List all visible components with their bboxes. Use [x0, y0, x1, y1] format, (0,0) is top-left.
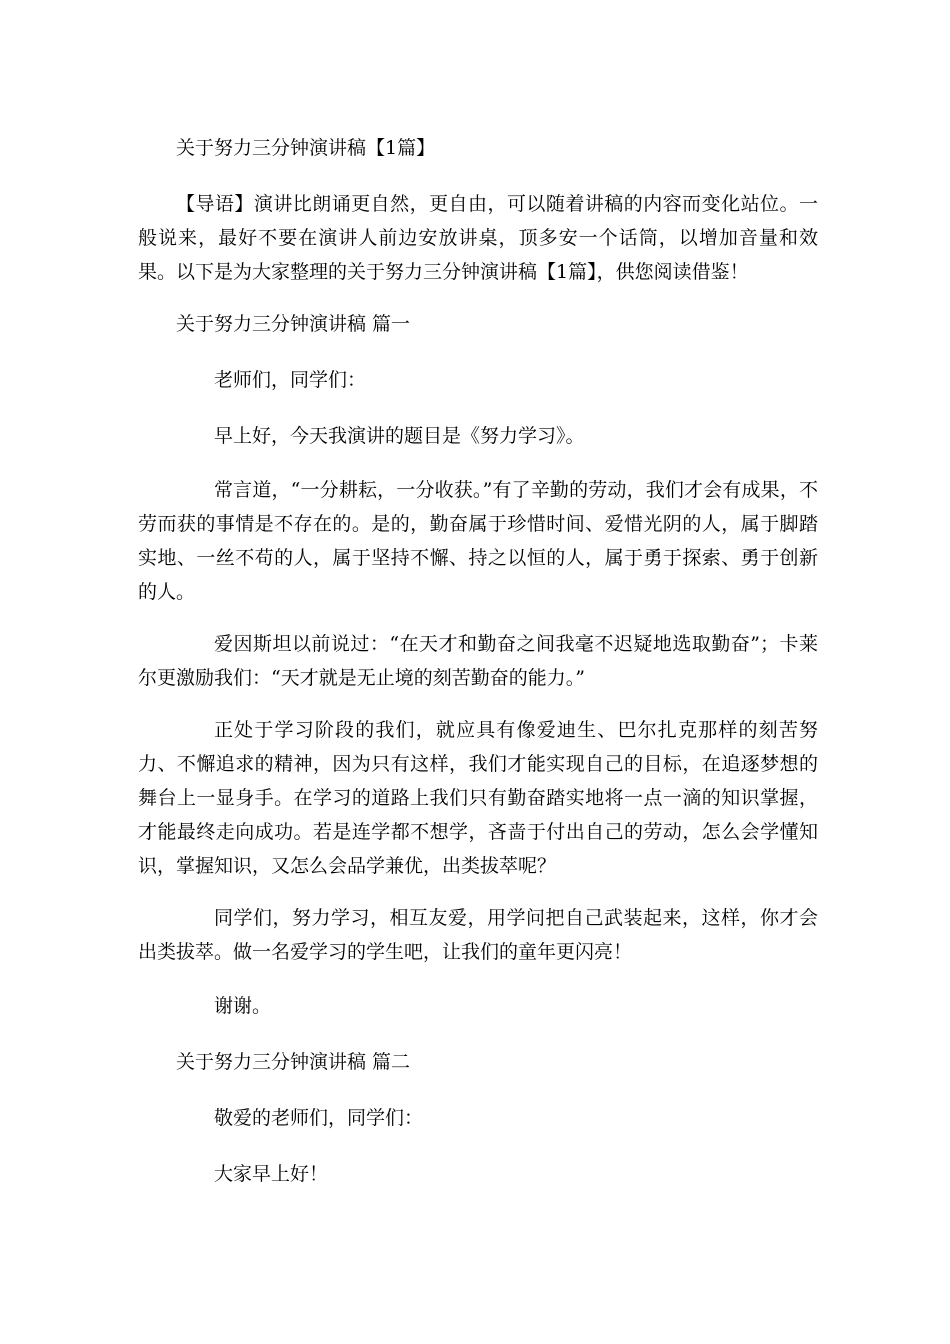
section1-paragraph-1: 早上好，今天我演讲的题目是《努力学习》。	[214, 425, 585, 447]
section1-greeting: 老师们，同学们：	[214, 369, 367, 391]
section1-heading: 关于努力三分钟演讲稿 篇一	[176, 313, 411, 335]
intro-paragraph: 【导语】演讲比朗诵更自然，更自由，可以随着讲稿的内容而变化站位。一般说来，最好不要在演讲人前边安放讲桌，顶多安一个话筒，以增加音量和效果。以下是为大家整理的关于努力三分钟演讲稿【1篇】，供您阅读借鉴！	[138, 193, 818, 283]
section2-opening: 大家早上好！	[214, 1163, 329, 1185]
section1-closing: 谢谢。	[214, 995, 272, 1017]
section2-heading: 关于努力三分钟演讲稿 篇二	[176, 1051, 411, 1073]
section2-greeting: 敬爱的老师们，同学们：	[214, 1107, 424, 1129]
section1-paragraph-4: 正处于学习阶段的我们，就应具有像爱迪生、巴尔扎克那样的刻苦努力、不懈追求的精神，因为只有这样，我们才能实现自己的目标，在追逐梦想的舞台上一显身手。在学习的道路上我们只有勤奋踏实地将一点一滴的知识掌握，才能最终走向成功。若是连学都不想学，吝啬于付出自己的劳动，怎么会学懂知识，掌握知识，又怎么会品学兼优，出类拔萃呢？	[138, 719, 818, 877]
section1-paragraph-5: 同学们，努力学习，相互友爱，用学问把自己武装起来，这样，你才会出类拔萃。做一名爱学习的学生吧，让我们的童年更闪亮！	[138, 907, 818, 963]
section1-paragraph-3: 爱因斯坦以前说过：“在天才和勤奋之间我毫不迟疑地选取勤奋”；卡莱尔更激励我们：“天才就是无止境的刻苦勤奋的能力。”	[138, 633, 818, 689]
main-title: 关于努力三分钟演讲稿【1篇】	[176, 137, 436, 159]
section1-paragraph-2: 常言道，“一分耕耘，一分收获。”有了辛勤的劳动，我们才会有成果，不劳而获的事情是不存在的。是的，勤奋属于珍惜时间、爱惜光阴的人，属于脚踏实地、一丝不苟的人，属于坚持不懈、持之以恒的人，属于勇于探索、勇于创新的人。	[138, 479, 818, 603]
